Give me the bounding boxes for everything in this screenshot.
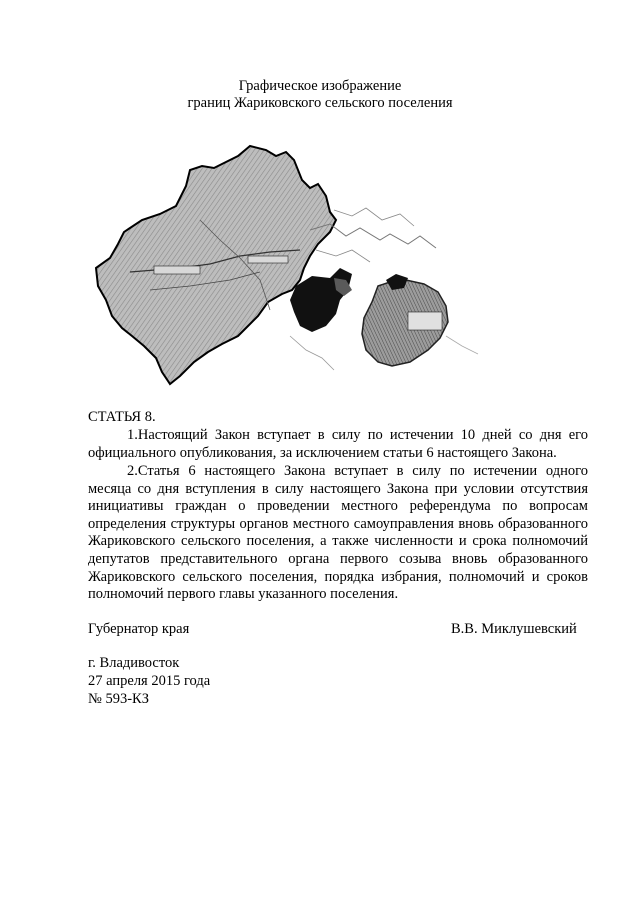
settlement-boundary-map-image xyxy=(90,140,560,390)
western-region-shape xyxy=(96,146,336,384)
signing-date: 27 апреля 2015 года xyxy=(88,673,211,689)
place-of-signing: г. Владивосток xyxy=(88,655,180,671)
signature-title: Губернатор края xyxy=(88,621,190,637)
map-title-line1: Графическое изображение xyxy=(238,78,402,94)
map-title-line2: границ Жариковского сельского поселения xyxy=(187,95,453,111)
paragraph-1: 1.Настоящий Закон вступает в силу по истечении 10 дней со дня его официального опубликования, за исключением статьи 6 настоящего Закона. xyxy=(88,427,588,461)
article-heading: СТАТЬЯ 8. xyxy=(88,409,156,425)
paragraph-2: 2.Статья 6 настоящего Закона вступает в силу по истечении одного месяца со дня вступления в силу настоящего Закона при условии отсутствия инициативы граждан о проведении местного референдума по вопросам определения структуры органов местного самоуправления вновь образованного Жариковского сельского поселения, а также численности и срока полномочий депутатов представительного органа первого созыва вновь образованного Жариковского сельского поселения, порядка избрания, полномочий и сроков полномочий первого главы указанного поселения. xyxy=(88,463,588,603)
law-number: № 593-КЗ xyxy=(88,691,149,707)
signature-name: В.В. Миклушевский xyxy=(451,621,577,637)
